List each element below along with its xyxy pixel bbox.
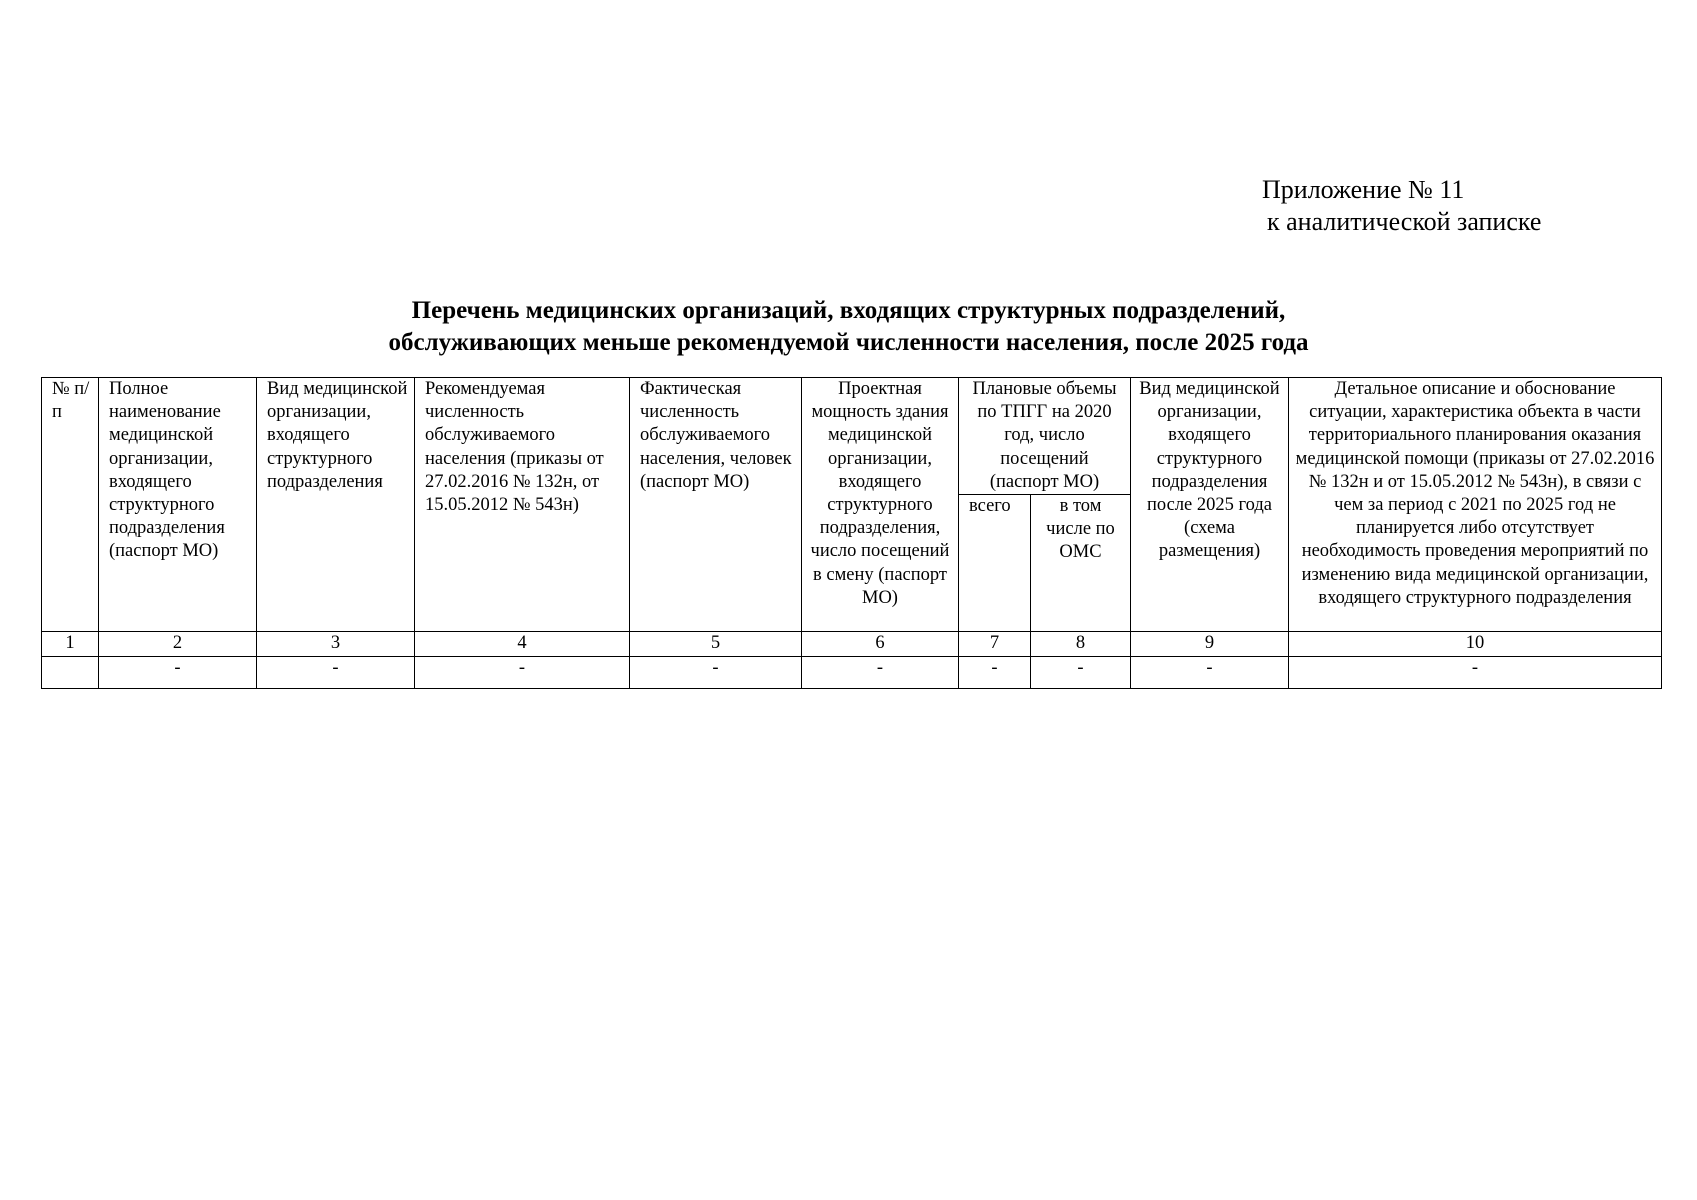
- column-number: 3: [257, 632, 415, 657]
- table-cell: -: [1289, 657, 1662, 689]
- appendix-line-1: Приложение № 11: [1262, 175, 1465, 204]
- column-number: 5: [630, 632, 802, 657]
- document-title: [0, 295, 1697, 359]
- table-header-row: [42, 378, 1662, 495]
- table-cell: [42, 657, 99, 689]
- header-col-description: Детальное описание и обоснование ситуации, характеристика объекта в части территориального планирования оказания медицинской помощи (приказы от 27.02.2016 № 132н и от 15.05.2012 № 543н), в связи с чем за период с 2021 по 2025 год не планируется либо отсутствует необходимость проведения мероприятий по изменению вида медицинской организации, входящего структурного подразделения: [1289, 378, 1662, 632]
- table-cell: -: [630, 657, 802, 689]
- table-cell: -: [415, 657, 630, 689]
- header-col-org-type-after-2025: Вид медицинской организации, входящего структурного подразделения после 2025 года (схема размещения): [1131, 378, 1289, 632]
- column-number: 8: [1031, 632, 1131, 657]
- column-number-row: [42, 632, 1662, 657]
- document-title-line-1: Перечень медицинских организаций, входящих структурных подразделений,: [411, 297, 1286, 324]
- header-col-actual-population: Фактическая численность обслуживаемого населения, человек (паспорт МО): [630, 378, 802, 632]
- appendix-line-2: к аналитической записке: [1267, 207, 1542, 236]
- header-col-full-name: Полное наименование медицинской организации, входящего структурного подразделения (паспорт МО): [99, 378, 257, 632]
- organizations-table: [41, 377, 1662, 689]
- header-col-planned-volumes: Плановые объемы по ТПГГ на 2020 год, число посещений (паспорт МО): [959, 378, 1131, 495]
- table-cell: -: [99, 657, 257, 689]
- header-col-design-capacity: Проектная мощность здания медицинской организации, входящего структурного подразделения, число посещений в смену (паспорт МО): [802, 378, 959, 632]
- column-number: 4: [415, 632, 630, 657]
- table-row: [42, 657, 1662, 689]
- appendix-note: [1262, 174, 1541, 238]
- column-number: 1: [42, 632, 99, 657]
- column-number: 9: [1131, 632, 1289, 657]
- column-number: 7: [959, 632, 1031, 657]
- header-col-recommended-population: Рекомендуемая численность обслуживаемого населения (приказы от 27.02.2016 № 132н, от 15.05.2012 № 543н): [415, 378, 630, 632]
- column-number: 2: [99, 632, 257, 657]
- header-col-total: всего: [959, 495, 1031, 632]
- document-title-line-2: обслуживающих меньше рекомендуемой численности населения, после 2025 года: [388, 329, 1309, 356]
- header-col-oms: в том числе по ОМС: [1031, 495, 1131, 632]
- header-col-number: № п/п: [42, 378, 99, 632]
- column-number: 10: [1289, 632, 1662, 657]
- table-cell: -: [959, 657, 1031, 689]
- table-cell: -: [1031, 657, 1131, 689]
- table-cell: -: [802, 657, 959, 689]
- table-cell: -: [257, 657, 415, 689]
- column-number: 6: [802, 632, 959, 657]
- table-cell: -: [1131, 657, 1289, 689]
- header-col-org-type: Вид медицинской организации, входящего структурного подразделения: [257, 378, 415, 632]
